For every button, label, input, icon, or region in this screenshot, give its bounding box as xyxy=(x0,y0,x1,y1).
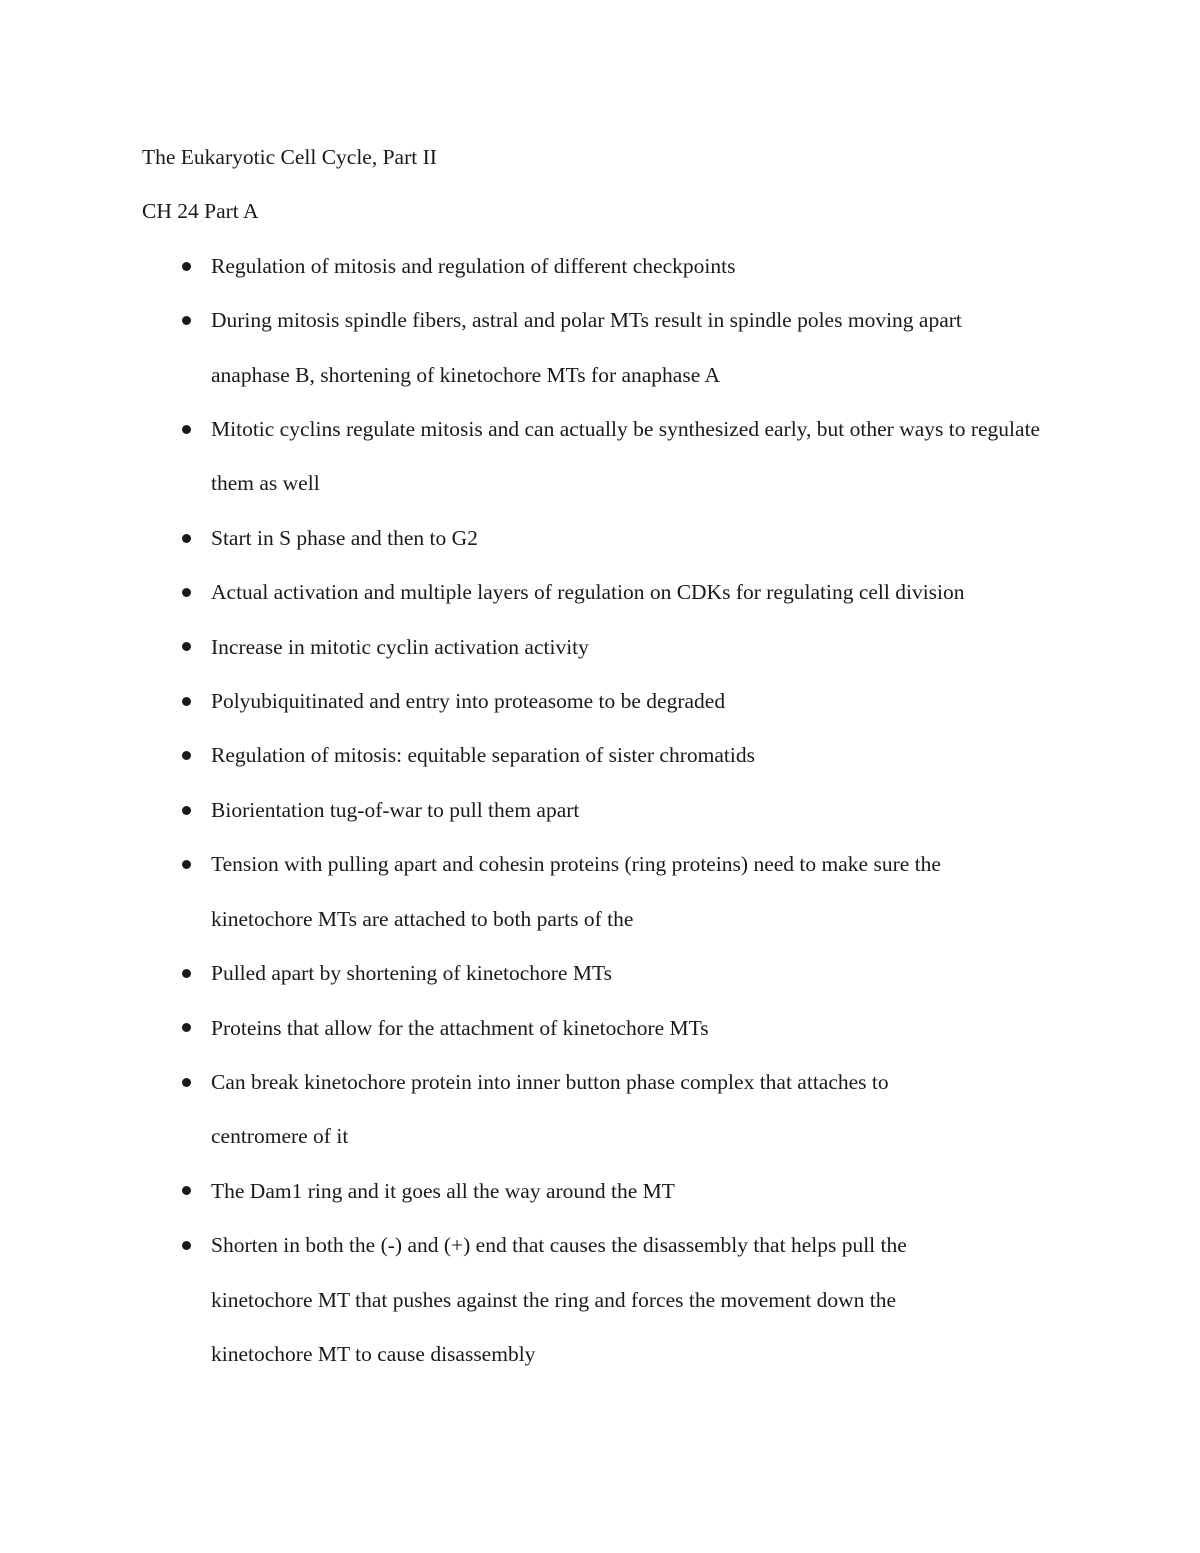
bullet-icon xyxy=(180,565,192,619)
bullet-icon xyxy=(180,620,192,674)
bullet-icon xyxy=(180,1001,192,1055)
list-item xyxy=(142,946,1062,1000)
list-item xyxy=(142,1218,1062,1381)
list-item xyxy=(142,1001,1062,1055)
list-item-text: Tension with pulling apart and cohesin proteins (ring proteins) need to make sure the kinetochore MTs are attached to both parts of the xyxy=(211,852,941,931)
bullet-icon xyxy=(180,728,192,782)
list-item-text: Start in S phase and then to G2 xyxy=(211,525,478,550)
bullet-icon xyxy=(180,1164,192,1218)
list-item xyxy=(142,620,1062,674)
list-item xyxy=(142,728,1062,782)
list-item xyxy=(142,837,1062,946)
list-item-text: Mitotic cyclins regulate mitosis and can actually be synthesized early, but other ways to regulate them as well xyxy=(211,417,1041,496)
list-item xyxy=(142,674,1062,728)
list-item xyxy=(142,1055,1062,1164)
notes-list xyxy=(142,239,1062,1382)
list-item-text: During mitosis spindle fibers, astral and polar MTs result in spindle poles moving apart anaphase B, shortening of kinetochore MTs for anaphase A xyxy=(211,308,962,387)
bullet-icon xyxy=(180,946,192,1000)
list-item-text: Regulation of mitosis and regulation of different checkpoints xyxy=(211,253,736,278)
bullet-icon xyxy=(180,402,192,456)
list-item-text: Increase in mitotic cyclin activation activity xyxy=(211,634,589,659)
list-item-text: Proteins that allow for the attachment of kinetochore MTs xyxy=(211,1015,709,1040)
list-item xyxy=(142,293,1062,402)
list-item-text: Pulled apart by shortening of kinetochore MTs xyxy=(211,961,612,986)
list-item xyxy=(142,1164,1062,1218)
list-item-text: Can break kinetochore protein into inner button phase complex that attaches to centromere of it xyxy=(211,1069,889,1149)
list-item-text: The Dam1 ring and it goes all the way around the MT xyxy=(211,1178,675,1203)
list-item xyxy=(142,565,1062,619)
list-item xyxy=(142,783,1062,837)
list-item-text: Polyubiquitinated and entry into proteasome to be degraded xyxy=(211,689,726,714)
bullet-icon xyxy=(180,783,192,837)
bullet-icon xyxy=(180,511,192,565)
list-item-text: Shorten in both the (-) and (+) end that causes the disassembly that helps pull the kinetochore MT that pushes against the ring and forces the movement down the kinetochore MT to cause disassembly xyxy=(211,1233,907,1366)
document-body xyxy=(142,130,1062,1381)
bullet-icon xyxy=(180,239,192,293)
list-item xyxy=(142,511,1062,565)
document-subtitle: CH 24 Part A xyxy=(142,199,259,224)
bullet-icon xyxy=(180,1055,192,1109)
bullet-icon xyxy=(180,837,192,891)
list-item-text: Regulation of mitosis: equitable separation of sister chromatids xyxy=(211,743,755,768)
bullet-icon xyxy=(180,674,192,728)
document-title: The Eukaryotic Cell Cycle, Part II xyxy=(142,145,437,169)
list-item xyxy=(142,239,1062,293)
list-item-text: Actual activation and multiple layers of regulation on CDKs for regulating cell division xyxy=(211,580,965,605)
list-item xyxy=(142,402,1062,511)
bullet-icon xyxy=(180,1218,192,1272)
list-item-text: Biorientation tug-of-war to pull them apart xyxy=(211,797,580,822)
bullet-icon xyxy=(180,293,192,347)
